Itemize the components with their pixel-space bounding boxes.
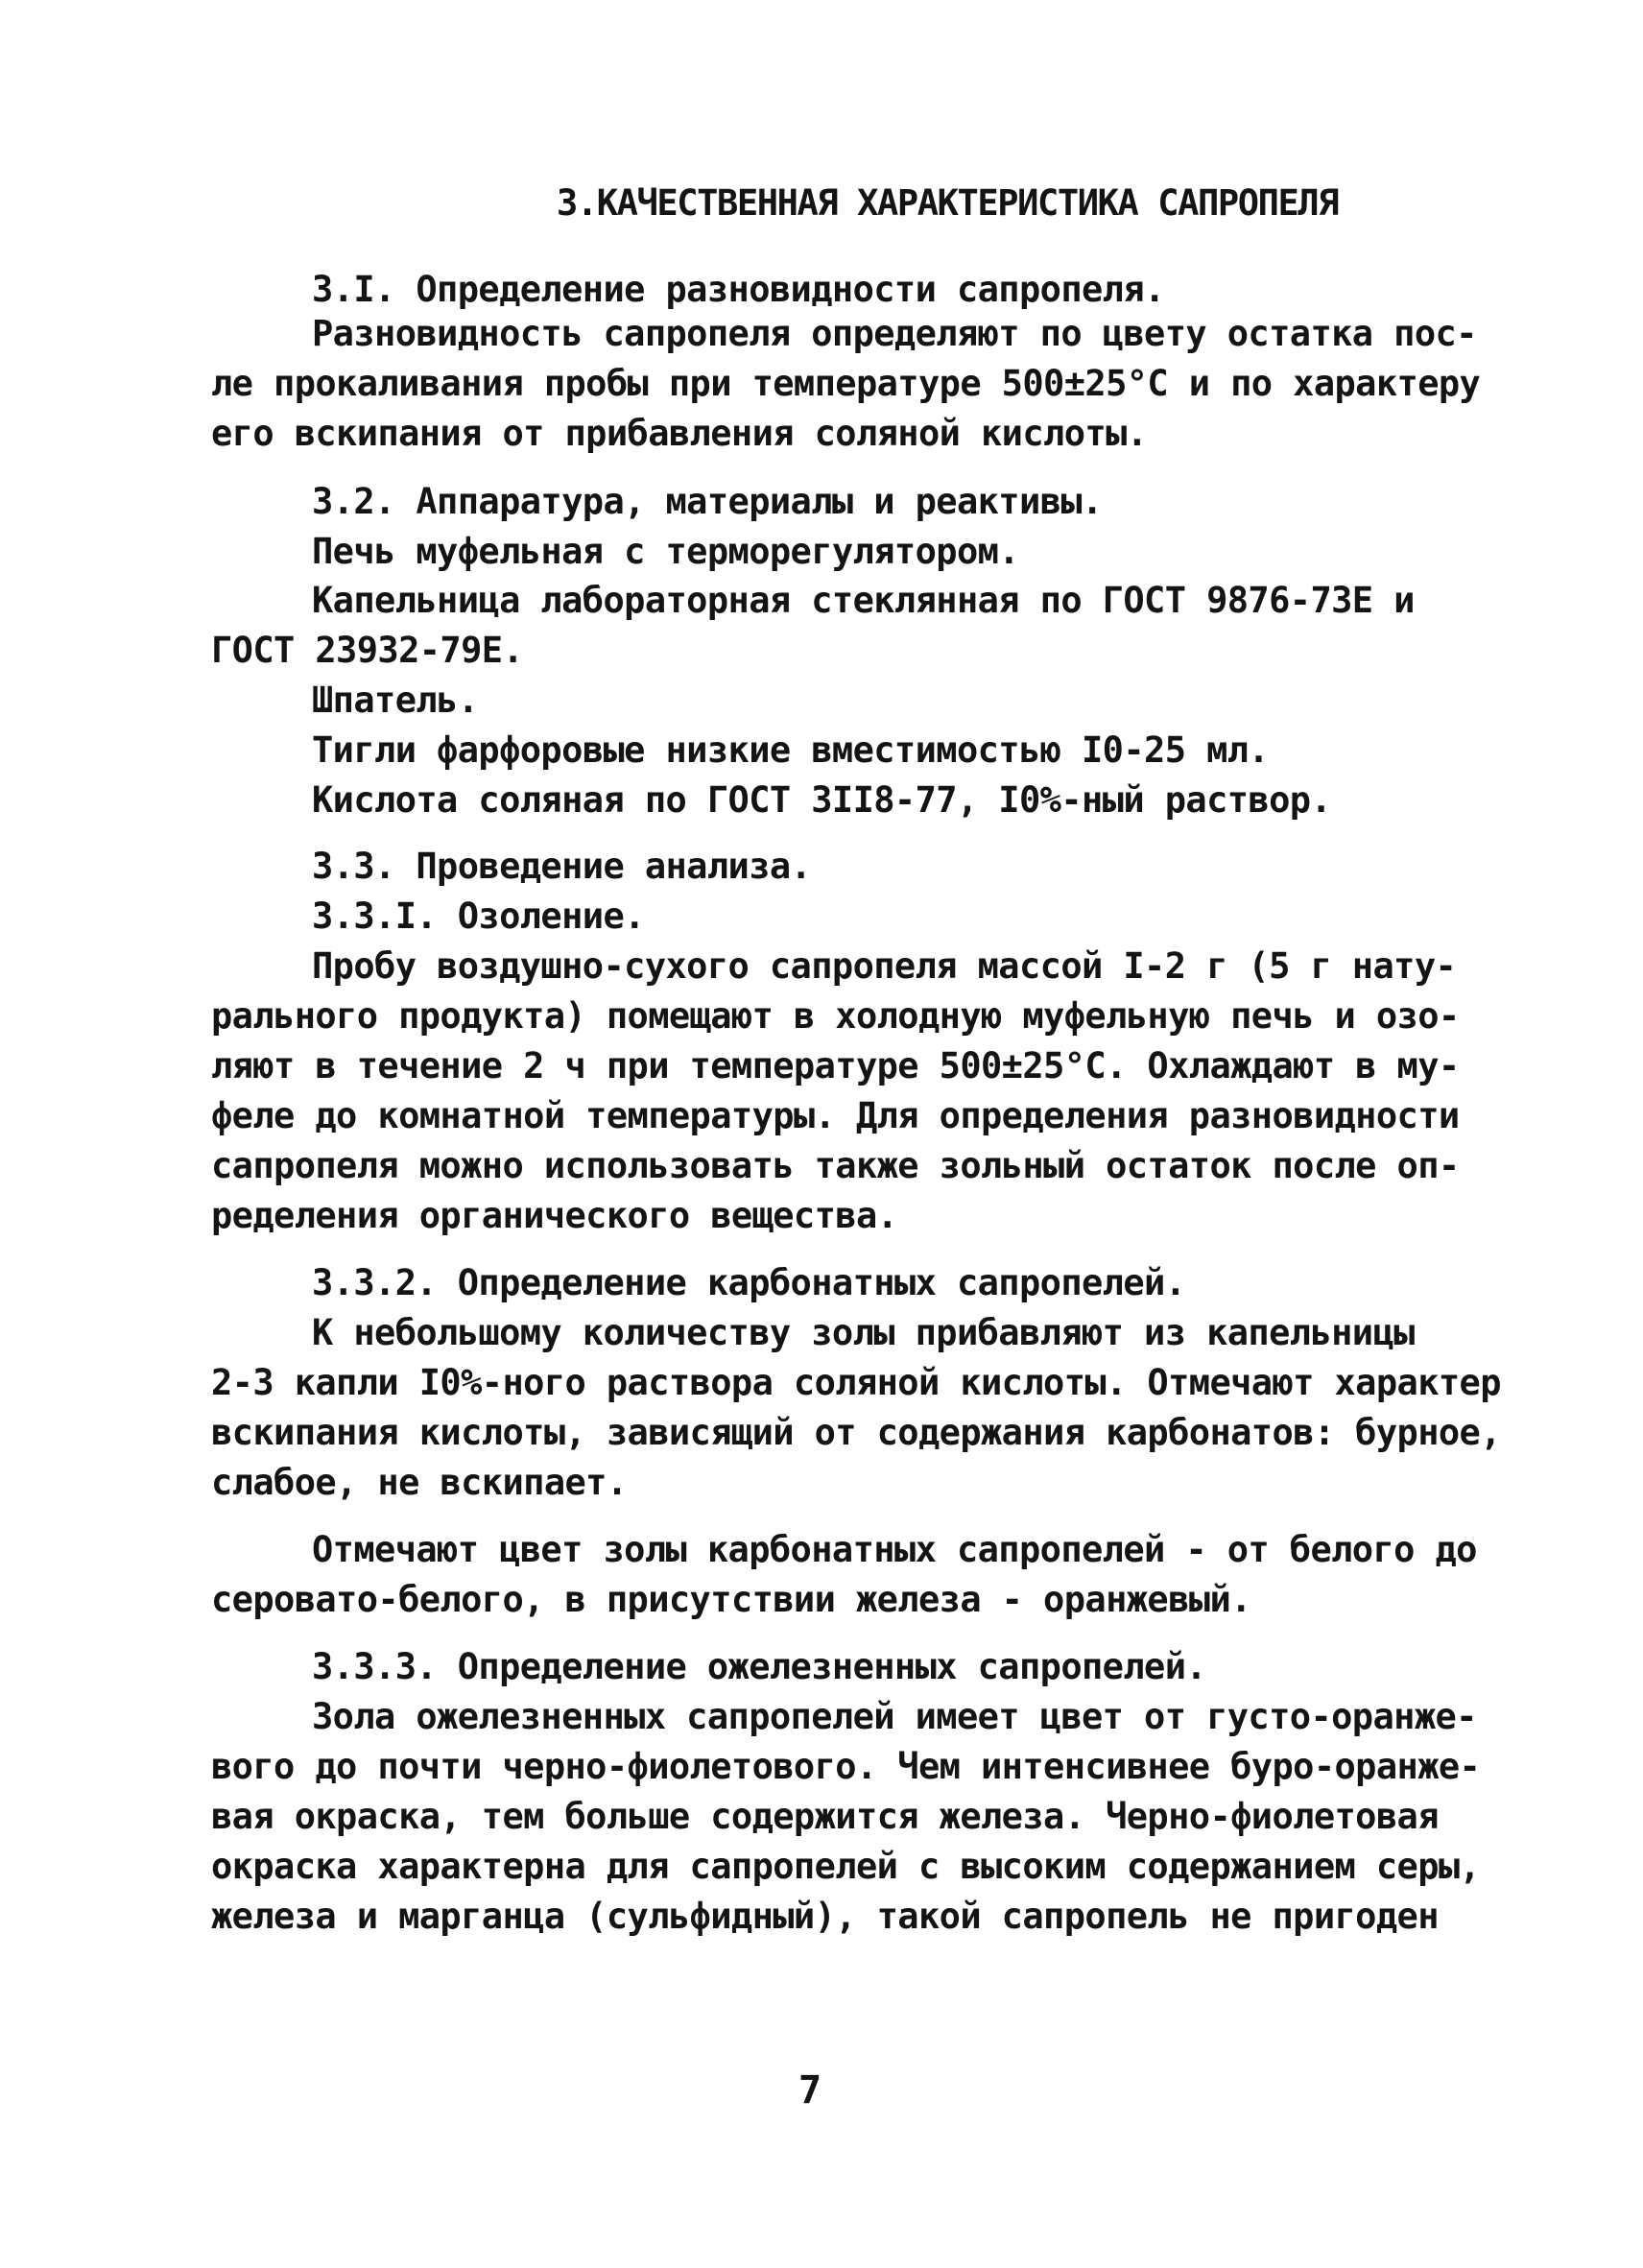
text-line: 2-3 капли I0%-ного раствора соляной кислоты. Отмечают характер	[211, 1362, 1501, 1403]
text-line: слабое, не вскипает.	[211, 1462, 628, 1503]
text-line: вая окраска, тем больше содержится железа. Черно-фиолетовая	[211, 1796, 1439, 1837]
heading-3-3-1: 3.3.I. Озоление.	[312, 895, 645, 937]
text-line: Разновидность сапропеля определяют по цвету остатка пос-	[312, 313, 1477, 354]
text-line: ределения органического вещества.	[211, 1195, 898, 1236]
text-line: вого до почти черно-фиолетового. Чем интенсивнее буро-оранже-	[211, 1746, 1481, 1787]
text-line: ле прокаливания пробы при температуре 500±25°С и по характеру	[211, 363, 1481, 404]
text-line: железа и марганца (сульфидный), такой сапропель не пригоден	[211, 1896, 1439, 1937]
text-line: Зола ожелезненных сапропелей имеет цвет от густо-оранже-	[312, 1696, 1477, 1737]
text-line: феле до комнатной температуры. Для определения разновидности	[211, 1095, 1460, 1136]
text-line: окраска характерна для сапропелей с высоким содержанием серы,	[211, 1846, 1481, 1887]
heading-3-1: 3.I. Определение разновидности сапропеля.	[312, 269, 1165, 310]
page-number: 7	[798, 2068, 822, 2113]
heading-3-3-2: 3.3.2. Определение карбонатных сапропелей.	[312, 1262, 1186, 1303]
text-line: Шпатель.	[312, 680, 479, 721]
text-line: Печь муфельная с терморегулятором.	[312, 531, 1019, 572]
text-line: ляют в течение 2 ч при температуре 500±25°С. Охлаждают в му-	[211, 1045, 1460, 1086]
text-line: Пробу воздушно-сухого сапропеля массой I-2 г (5 г нату-	[312, 945, 1457, 987]
text-line: ГОСТ 23932-79Е.	[211, 630, 524, 671]
text-line: сапропеля можно использовать также зольный остаток после оп-	[211, 1145, 1460, 1186]
text-line: его вскипания от прибавления соляной кислоты.	[211, 413, 1148, 454]
text-line: Капельница лабораторная стеклянная по ГОСТ 9876-73Е и	[312, 580, 1415, 621]
section-title: 3.КАЧЕСТВЕННАЯ ХАРАКТЕРИСТИКА САПРОПЕЛЯ	[557, 182, 1339, 224]
heading-3-2: 3.2. Аппаратура, материалы и реактивы.	[312, 481, 1103, 522]
heading-3-3-3: 3.3.3. Определение ожелезненных сапропелей.	[312, 1646, 1207, 1687]
text-line: рального продукта) помещают в холодную муфельную печь и озо-	[211, 995, 1460, 1037]
text-line: Тигли фарфоровые низкие вместимостью I0-25 мл.	[312, 729, 1270, 771]
text-line: серовато-белого, в присутствии железа - оранжевый.	[211, 1579, 1251, 1620]
text-line: К небольшому количеству золы прибавляют из капельницы	[312, 1312, 1415, 1353]
text-line: Кислота соляная по ГОСТ 3II8-77, I0%-ный раствор.	[312, 779, 1332, 821]
heading-3-3: 3.3. Проведение анализа.	[312, 846, 812, 887]
text-line: вскипания кислоты, зависящий от содержания карбонатов: бурное,	[211, 1412, 1501, 1453]
text-line: Отмечают цвет золы карбонатных сапропелей - от белого до	[312, 1529, 1477, 1570]
